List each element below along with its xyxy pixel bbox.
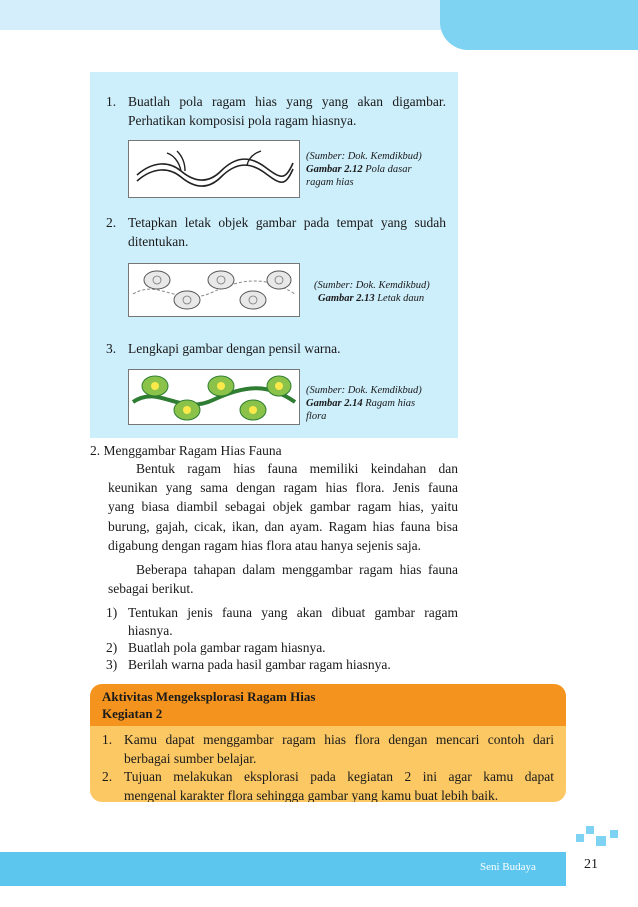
activity-box xyxy=(90,684,566,802)
page-number: 21 xyxy=(584,857,598,872)
paragraph-line: Bentuk ragam hias fauna memiliki keindahan dan xyxy=(136,461,458,476)
pattern-lines-image xyxy=(129,141,299,197)
step-text: Tetapkan letak objek gambar pada tempat yang sudah xyxy=(128,215,446,230)
step-text: Buatlah pola ragam hias yang yang akan digambar. xyxy=(128,94,446,109)
activity-text: berbagai sumber belajar. xyxy=(124,750,257,766)
decor-square xyxy=(610,830,618,838)
caption-source: (Sumber: Dok. Kemdikbud) xyxy=(306,151,422,162)
footer-book-title: Seni Budaya xyxy=(480,861,536,873)
caption-source: (Sumber: Dok. Kemdikbud) xyxy=(314,280,430,291)
list-text: Buatlah pola gambar ragam hiasnya. xyxy=(128,640,326,655)
step-number: 3. xyxy=(106,341,117,356)
figure-caption xyxy=(306,384,456,423)
paragraph-line: yang biasa diambil sebagai objek gambar ragam hias, yaitu xyxy=(108,499,458,515)
caption-text: Pola dasar xyxy=(365,164,412,175)
list-text: hiasnya. xyxy=(128,622,173,638)
flora-ornament-image xyxy=(129,370,299,424)
paragraph-1 xyxy=(108,459,458,555)
paragraph-line: digabung dengan ragam hias flora atau hanya sejenis saja. xyxy=(108,537,422,553)
caption-text: Letak daun xyxy=(377,293,425,304)
paragraph-line: sebagai berikut. xyxy=(108,581,194,597)
caption-label: Gambar 2.12 xyxy=(306,164,363,175)
caption-text: Ragam hias xyxy=(365,398,416,409)
caption-text: flora xyxy=(306,411,327,422)
activity-title: Aktivitas Mengeksplorasi Ragam Hias xyxy=(102,689,316,704)
figure-pattern xyxy=(128,140,300,198)
decor-square xyxy=(464,8,470,14)
step-text: Lengkapi gambar dengan pensil warna. xyxy=(128,341,341,356)
activity-text: Tujuan melakukan eksplorasi pada kegiatan 2 ini agar kamu dapat xyxy=(124,769,554,784)
activity-title-block xyxy=(102,688,315,722)
activity-subtitle: Kegiatan 2 xyxy=(102,706,163,721)
list-number: 1) xyxy=(106,605,118,620)
caption-source: (Sumber: Dok. Kemdikbud) xyxy=(306,385,422,396)
footer-bar xyxy=(0,852,638,886)
activity-text: Kamu dapat menggambar ragam hias flora dengan mencari contoh dari xyxy=(124,732,554,747)
caption-label: Gambar 2.13 xyxy=(318,293,375,304)
page-number-box xyxy=(566,848,638,890)
caption-text: ragam hias xyxy=(306,177,354,188)
step-text: Perhatikan komposisi pola ragam hiasnya. xyxy=(128,113,357,128)
decor-square xyxy=(576,834,584,842)
decor-square xyxy=(454,0,462,8)
list-text: Tentukan jenis fauna yang akan dibuat gambar ragam xyxy=(128,605,458,620)
paragraph-2 xyxy=(108,560,458,598)
list-number: 2) xyxy=(106,640,118,655)
figure-leaf-placement xyxy=(128,263,300,317)
paragraph-line: burung, gajah, cicak, ikan, dan ayam. Ragam hias fauna bisa xyxy=(108,518,458,534)
step-number: 1. xyxy=(106,94,117,109)
leaf-sketch-image xyxy=(129,264,299,316)
decor-square xyxy=(586,826,594,834)
figure-caption xyxy=(306,150,456,189)
list-number: 3) xyxy=(106,657,118,672)
figure-flora-ornament xyxy=(128,369,300,425)
figure-caption xyxy=(314,279,460,305)
paragraph-line: Beberapa tahapan dalam menggambar ragam hias fauna xyxy=(136,562,458,577)
step-number: 2. xyxy=(106,215,117,230)
paragraph-line: keunikan yang sama dengan ragam hias flora. Jenis fauna xyxy=(108,480,458,496)
section-heading: 2. Menggambar Ragam Hias Fauna xyxy=(90,443,282,458)
decor-square xyxy=(596,836,606,846)
activity-number: 1. xyxy=(102,732,113,747)
caption-label: Gambar 2.14 xyxy=(306,398,363,409)
activity-number: 2. xyxy=(102,769,113,784)
step-text: ditentukan. xyxy=(128,234,189,249)
activity-text: mengenal karakter flora sehingga gambar yang kamu buat lebih baik. xyxy=(124,787,499,802)
list-text: Berilah warna pada hasil gambar ragam hiasnya. xyxy=(128,657,391,672)
